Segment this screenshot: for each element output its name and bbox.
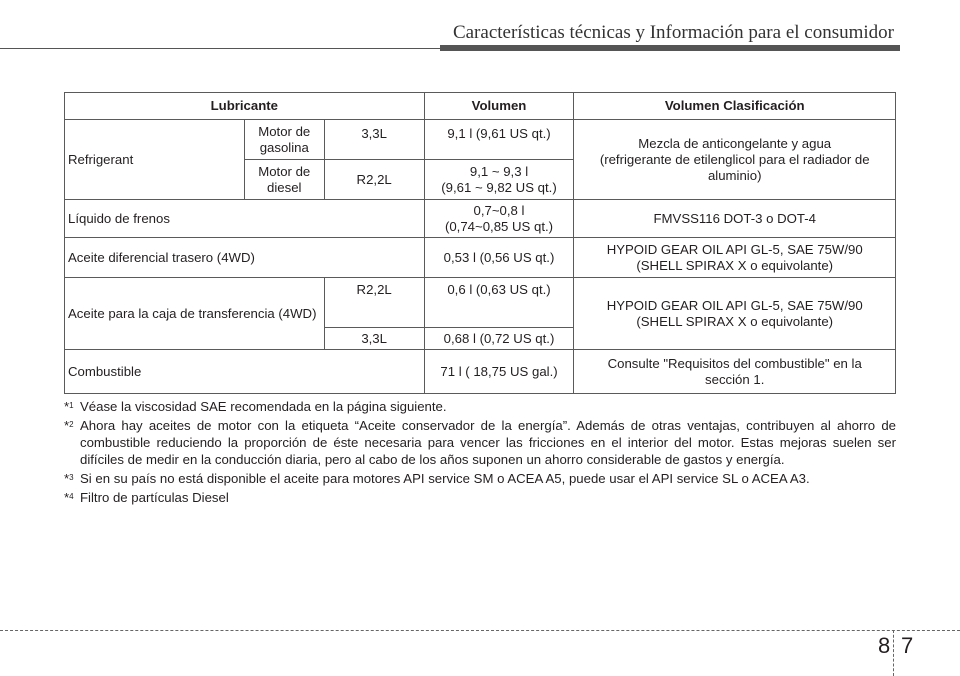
fuel-class-line2: sección 1. <box>705 371 765 387</box>
footnote <box>64 417 896 468</box>
table-row <box>65 278 896 328</box>
table-row <box>65 238 896 278</box>
rear-diff-classification <box>574 238 896 278</box>
transfer-engine1: R2,2L <box>324 278 424 328</box>
refrigerant-classification <box>574 120 896 200</box>
brake-volume-line1: 0,7~0,8 l <box>473 202 525 218</box>
lubricant-spec-table <box>64 92 896 394</box>
rear-diff-volume: 0,53 l (0,56 US qt.) <box>424 238 574 278</box>
table-row <box>65 200 896 238</box>
rear-diff-class-line1: HYPOID GEAR OIL API GL-5, SAE 75W/90 <box>606 241 863 257</box>
table-row <box>65 120 896 160</box>
fuel-volume: 71 l ( 18,75 US gal.) <box>424 350 574 394</box>
refrigerant-diesel-volume-line1: 9,1 ~ 9,3 l <box>469 163 529 179</box>
fuel-class-line1: Consulte "Requisitos del combustible" en la <box>607 355 862 371</box>
transfer-engine2: 3,3L <box>324 328 424 350</box>
refrigerant-name: Refrigerant <box>65 120 245 200</box>
footnote <box>64 398 896 415</box>
refrigerant-diesel-volume-line2: (9,61 ~ 9,82 US qt.) <box>441 179 557 195</box>
footnotes <box>64 398 896 508</box>
header-volume: Volumen <box>424 93 574 120</box>
footnote-marker: *$^3$ <box>64 471 74 486</box>
footnote-text: Si en su país no está disponible el aceite para motores API service SM o ACEA A5, puede usar el API service SL o ACEA A3. <box>80 471 810 486</box>
table-header-row <box>65 93 896 120</box>
footnote-marker: *$^1$ <box>64 399 74 414</box>
refrigerant-gas-size: 3,3L <box>324 120 424 160</box>
transfer-volume2: 0,68 l (0,72 US qt.) <box>424 328 574 350</box>
footer-rule <box>0 630 960 631</box>
transfer-class-line2: (SHELL SPIRAX X o equivolante) <box>636 313 834 329</box>
page-number-value: 7 <box>901 633 914 658</box>
refrigerant-gas-engine: Motor de gasolina <box>244 120 324 160</box>
page-header-title: Características técnicas y Información para el consumidor <box>452 22 894 43</box>
footnote-text: Filtro de partículas Diesel <box>80 490 229 505</box>
transfer-name: Aceite para la caja de transferencia (4WD) <box>65 278 325 350</box>
header-bar <box>440 45 900 51</box>
brake-volume-line2: (0,74~0,85 US qt.) <box>444 218 554 234</box>
footnote <box>64 470 896 487</box>
footnote <box>64 489 896 506</box>
header-lubricant: Lubricante <box>65 93 425 120</box>
brake-volume <box>424 200 574 238</box>
transfer-class-line1: HYPOID GEAR OIL API GL-5, SAE 75W/90 <box>606 297 863 313</box>
transfer-volume1: 0,6 l (0,63 US qt.) <box>424 278 574 328</box>
page-chapter: 8 <box>878 633 891 658</box>
footnote-marker: *$^4$ <box>64 490 74 505</box>
refrigerant-gas-volume: 9,1 l (9,61 US qt.) <box>424 120 574 160</box>
footnote-marker: *$^2$ <box>64 418 74 433</box>
fuel-classification <box>574 350 896 394</box>
refrigerant-class-line2: (refrigerante de etilenglicol para el radiador de aluminio) <box>599 151 870 183</box>
footnote-text: Ahora hay aceites de motor con la etiqueta “Aceite conservador de la energía”. Además de otras ventajas, contribuyen al ahorro de combustible reduciendo la proporción de éste necesaria para vencer las fricciones en el interior del motor. Estas mejoras suelen ser difíciles de medir en la conducción diaria, pero al cabo de los años suponen un ahorro considerable de gastos y energía. <box>80 418 896 467</box>
fuel-name: Combustible <box>65 350 425 394</box>
transfer-classification <box>574 278 896 350</box>
brake-name: Líquido de frenos <box>65 200 425 238</box>
footer-divider <box>893 630 894 676</box>
rear-diff-class-line2: (SHELL SPIRAX X o equivolante) <box>636 257 834 273</box>
refrigerant-class-line1: Mezcla de anticongelante y agua <box>638 135 832 151</box>
refrigerant-diesel-engine: Motor de diesel <box>244 160 324 200</box>
refrigerant-diesel-size: R2,2L <box>324 160 424 200</box>
footnote-text: Véase la viscosidad SAE recomendada en la página siguiente. <box>80 399 447 414</box>
table-row <box>65 350 896 394</box>
refrigerant-diesel-volume <box>424 160 574 200</box>
brake-classification: FMVSS116 DOT-3 o DOT-4 <box>574 200 896 238</box>
header-classification: Volumen Clasificación <box>574 93 896 120</box>
rear-diff-name: Aceite diferencial trasero (4WD) <box>65 238 425 278</box>
